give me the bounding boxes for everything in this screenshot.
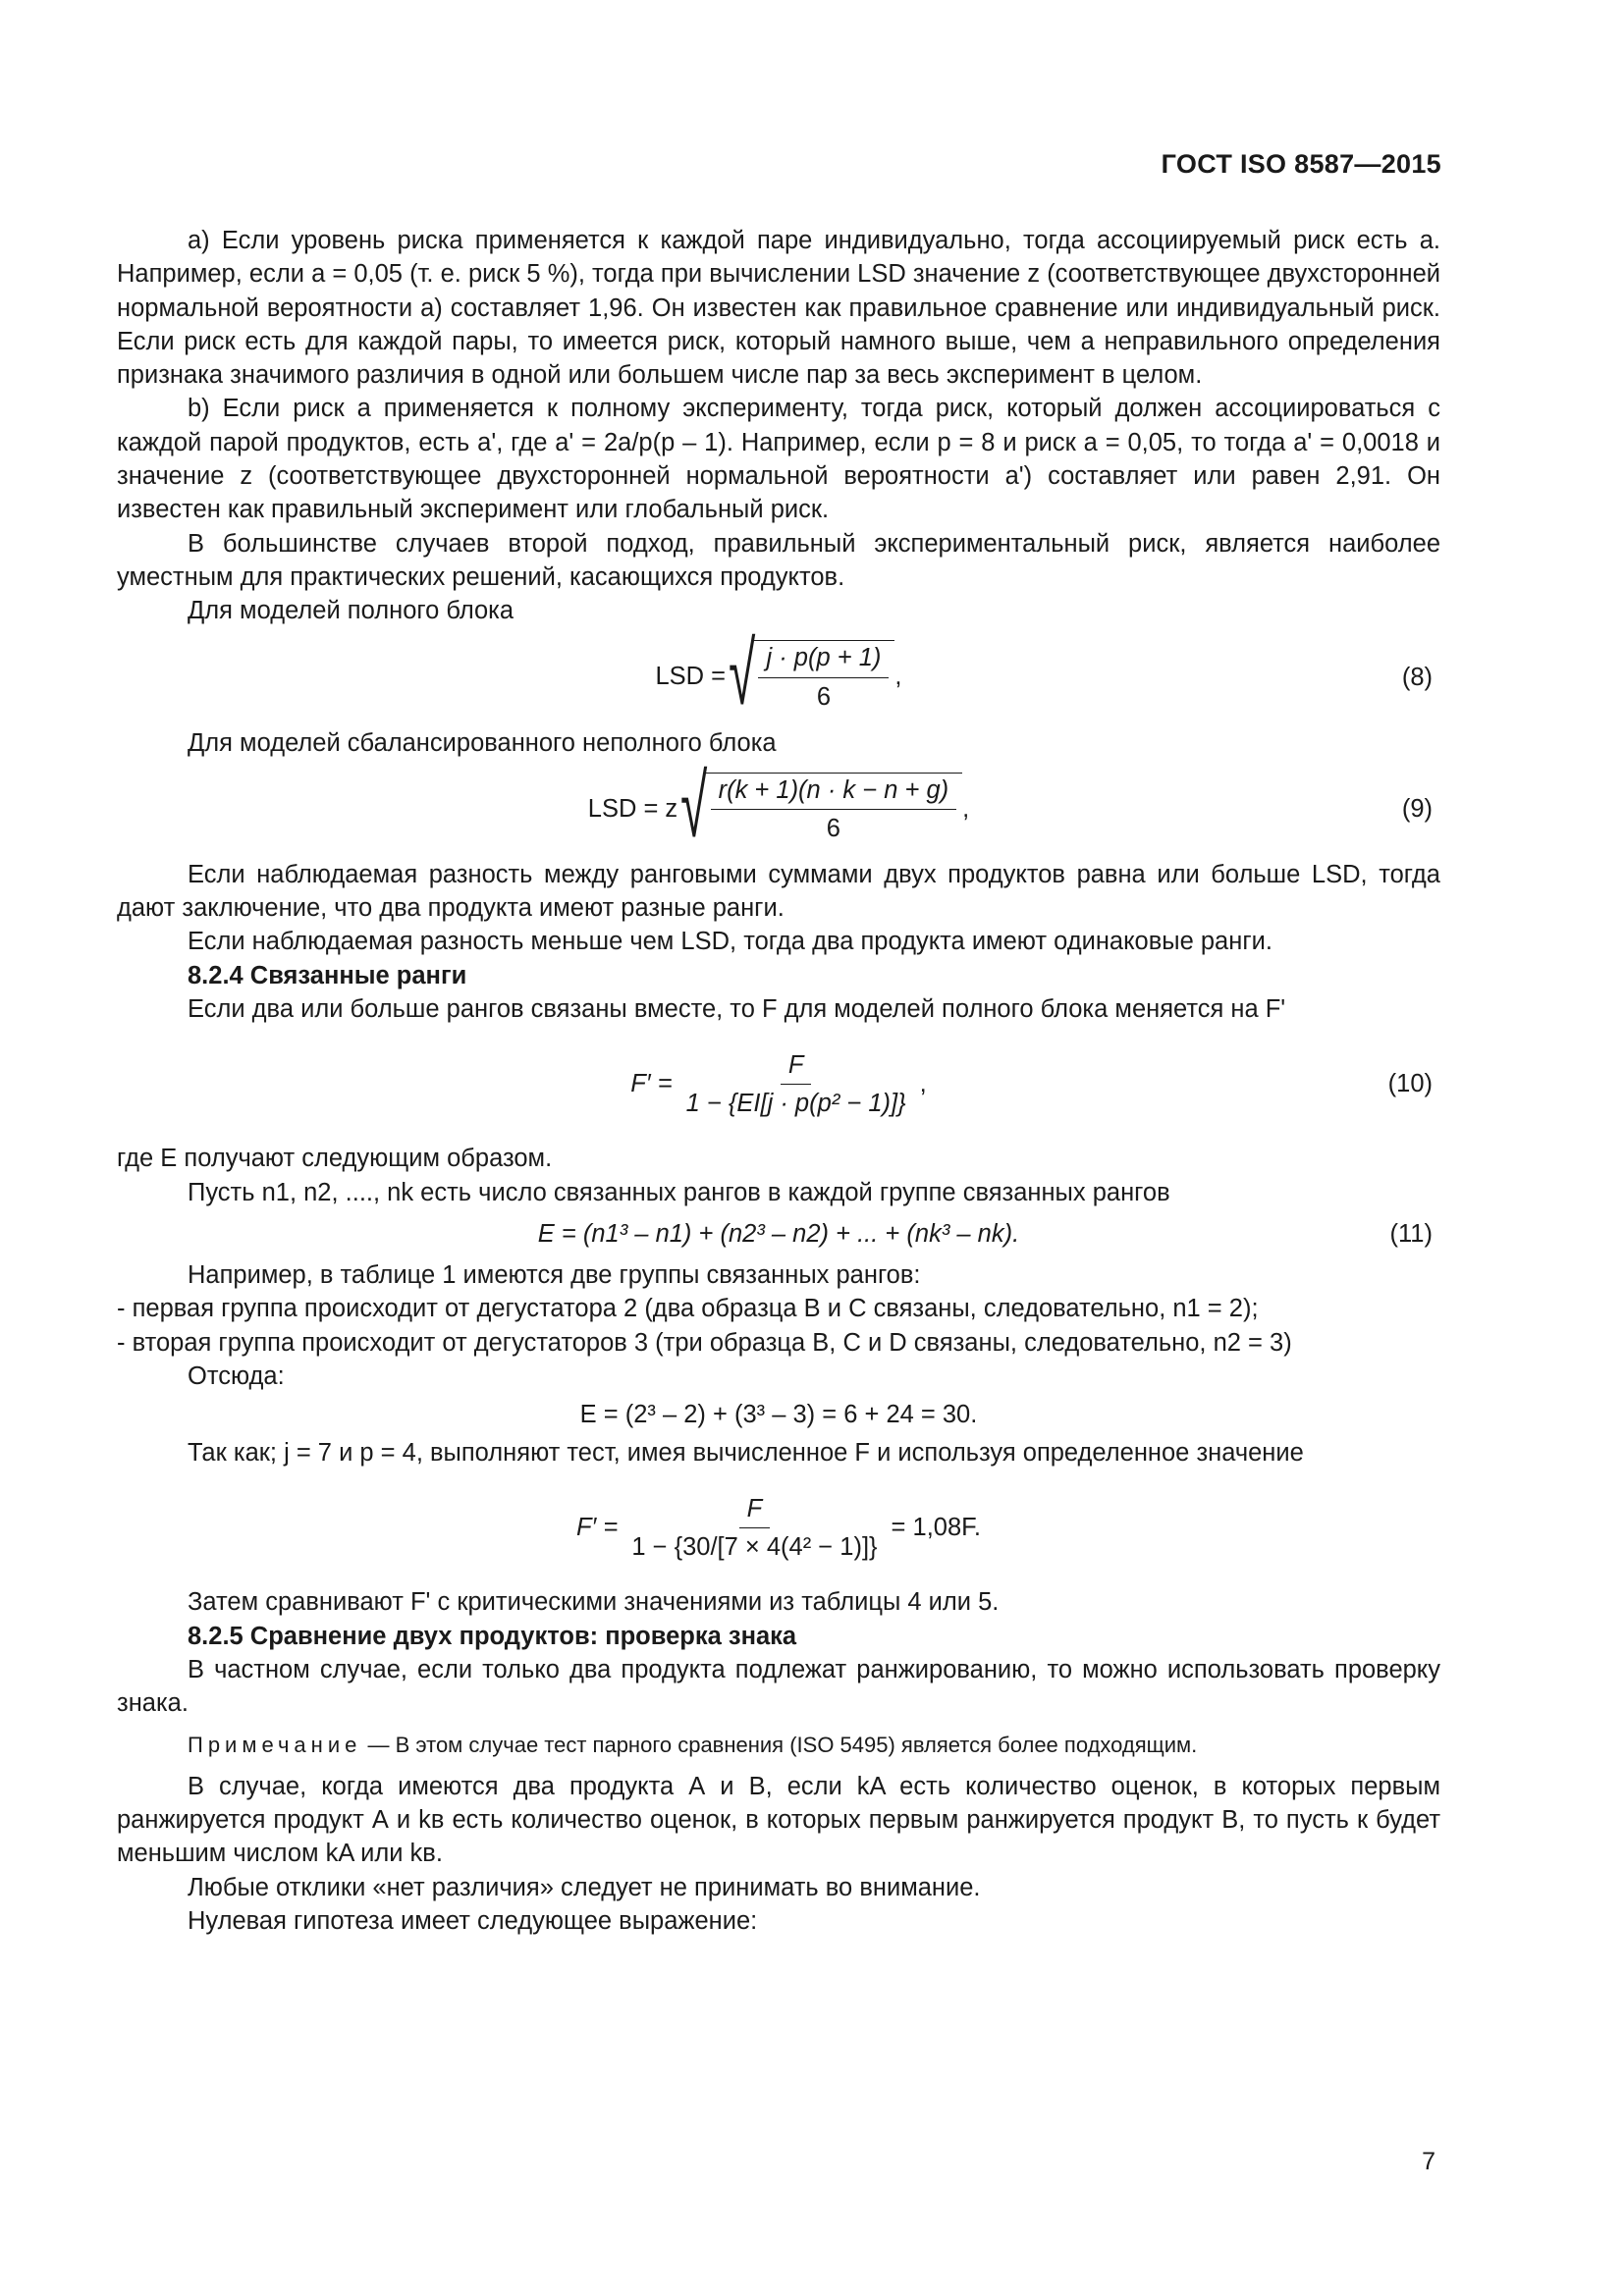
equation-number: (10) [1387, 1070, 1433, 1098]
formula-tail: = 1,08F. [891, 1514, 981, 1542]
denominator: 1 − {30/[7 × 4(4² − 1)]} [631, 1532, 878, 1561]
formula-lhs: LSD = [655, 663, 727, 691]
page-content [117, 224, 1440, 1938]
paragraph: В большинстве случаев второй подход, правильный экспериментальный риск, является наиболее уместным для практических решений, касающихся продуктов. [117, 529, 1440, 591]
paragraph: Нулевая гипотеза имеет следующее выражение: [188, 1906, 758, 1935]
formula-lhs: LSD = z [587, 794, 678, 823]
fraction [711, 774, 957, 846]
paragraph: а) Если уровень риска применяется к каждой паре индивидуально, тогда ассоциируемый риск есть а. Например, если а = 0,05 (т. е. риск 5 %), тогда при вычислении LSD значение z (соответствующее двухсторонней нормальной вероятности а) составляет 1,96. Он известен как правильное сравнение или индивидуальный риск. Если риск есть для каждой пары, то имеется риск, который намного выше, чем а неправильного определения признака значимого различия в одной или большем числе пар за весь эксперимент в целом. [117, 227, 1440, 390]
document-header: ГОСТ ISO 8587—2015 [1161, 149, 1441, 179]
denominator: 1 − {EI[j · p(p² − 1)]} [685, 1089, 906, 1117]
section-heading-8-2-5: 8.2.5 Сравнение двух продуктов: проверка знака [188, 1622, 797, 1650]
formula-lhs: F′ = [630, 1070, 673, 1098]
denominator: 6 [816, 682, 832, 711]
page-number: 7 [1422, 2148, 1435, 2175]
list-item: - вторая группа происходит от дегустаторов 3 (три образца B, C и D связаны, следовательно, n2 = 3) [117, 1328, 1292, 1357]
formula-tail: , [894, 663, 902, 691]
paragraph: Если наблюдаемая разность между ранговыми суммами двух продуктов равна или больше LSD, тогда дают заключение, что два продукта имеют разные ранги. [117, 860, 1440, 923]
note-label: Примечание [188, 1732, 362, 1757]
numerator: F [739, 1492, 771, 1528]
numerator: F [781, 1048, 812, 1085]
paragraph: Затем сравнивают F' с критическими значениями из таблицы 4 или 5. [188, 1588, 1000, 1617]
note [117, 1729, 1440, 1762]
formula-text: E = (n1³ – n1) + (n2³ – n2) + ... + (nk³ – nk). [537, 1219, 1020, 1248]
formula-text: E = (2³ – 2) + (3³ – 3) = 6 + 24 = 30. [579, 1400, 978, 1428]
section-heading-8-2-4: 8.2.4 Связанные ранги [188, 961, 467, 989]
formula-f-prime [117, 1469, 1440, 1585]
equation-number: (11) [1389, 1219, 1433, 1248]
note-text: — В этом случае тест парного сравнения (ISO 5495) является более подходящим. [367, 1732, 1198, 1757]
equation-number: (9) [1401, 794, 1433, 823]
formula-tail: , [919, 1070, 927, 1098]
denominator: 6 [826, 814, 840, 842]
fraction [678, 1048, 914, 1121]
formula-9 [117, 757, 1440, 858]
paragraph: Например, в таблице 1 имеются две группы связанных рангов: [188, 1260, 921, 1289]
paragraph: Если два или больше рангов связаны вместе, то F для моделей полного блока меняется на F' [188, 995, 1286, 1024]
formula-11 [117, 1209, 1440, 1258]
paragraph: Для моделей сбалансированного неполного блока [188, 728, 777, 757]
formula-e [117, 1393, 1440, 1436]
paragraph: Так как; j = 7 и p = 4, выполняют тест, имея вычисленное F и используя определенное значение [188, 1439, 1304, 1468]
paragraph: где E получают следующим образом. [117, 1145, 553, 1173]
formula-10 [117, 1026, 1440, 1142]
paragraph: В частном случае, если только два продукта подлежат ранжированию, то можно использовать проверку знака. [117, 1656, 1440, 1718]
paragraph: Если наблюдаемая разность меньше чем LSD, тогда два продукта имеют одинаковые ранги. [188, 928, 1272, 956]
paragraph: Для моделей полного блока [188, 597, 514, 625]
paragraph: В случае, когда имеются два продукта А и В, если kA есть количество оценок, в которых первым ранжируется продукт А и kв есть количество оценок, в которых первым ранжируется продукт В, то пусть к будет меньшим числом kA или kв. [117, 1772, 1440, 1868]
formula-lhs: F′ = [575, 1514, 619, 1542]
paragraph: b) Если риск а применяется к полному эксперименту, тогда риск, который должен ассоциироваться с каждой парой продуктов, есть а', где а' = 2а/р(р – 1). Например, если р = 8 и риск а = 0,05, то тогда а' = 0,0018 и значение z (соответствующее двухсторонней нормальной вероятности а') составляет или равен 2,91. Он известен как правильный эксперимент или глобальный риск. [117, 395, 1440, 524]
sqrt: √ $\frac{j \cdot p(p + 1)}{6}$ [726, 640, 894, 714]
formula-tail: , [962, 794, 970, 823]
numerator: j · p(p + 1) [758, 641, 889, 677]
fraction [623, 1492, 885, 1565]
list-item: - первая группа происходит от дегустатора 2 (два образца B и C связаны, следовательно, n1 = 2); [117, 1295, 1259, 1323]
equation-number: (8) [1401, 663, 1433, 691]
paragraph: Любые отклики «нет различия» следует не принимать во внимание. [188, 1873, 981, 1901]
paragraph: Отсюда: [188, 1362, 285, 1390]
sqrt: √ $\frac{r(k + 1)(n \cdot k - n + g)}{6}$ [677, 773, 962, 846]
numerator: r(k + 1)(n · k − n + g) [711, 774, 957, 810]
paragraph: Пусть n1, n2, ...., nk есть число связанных рангов в каждой группе связанных рангов [188, 1178, 1170, 1206]
formula-8 [117, 625, 1440, 726]
fraction [758, 641, 889, 714]
